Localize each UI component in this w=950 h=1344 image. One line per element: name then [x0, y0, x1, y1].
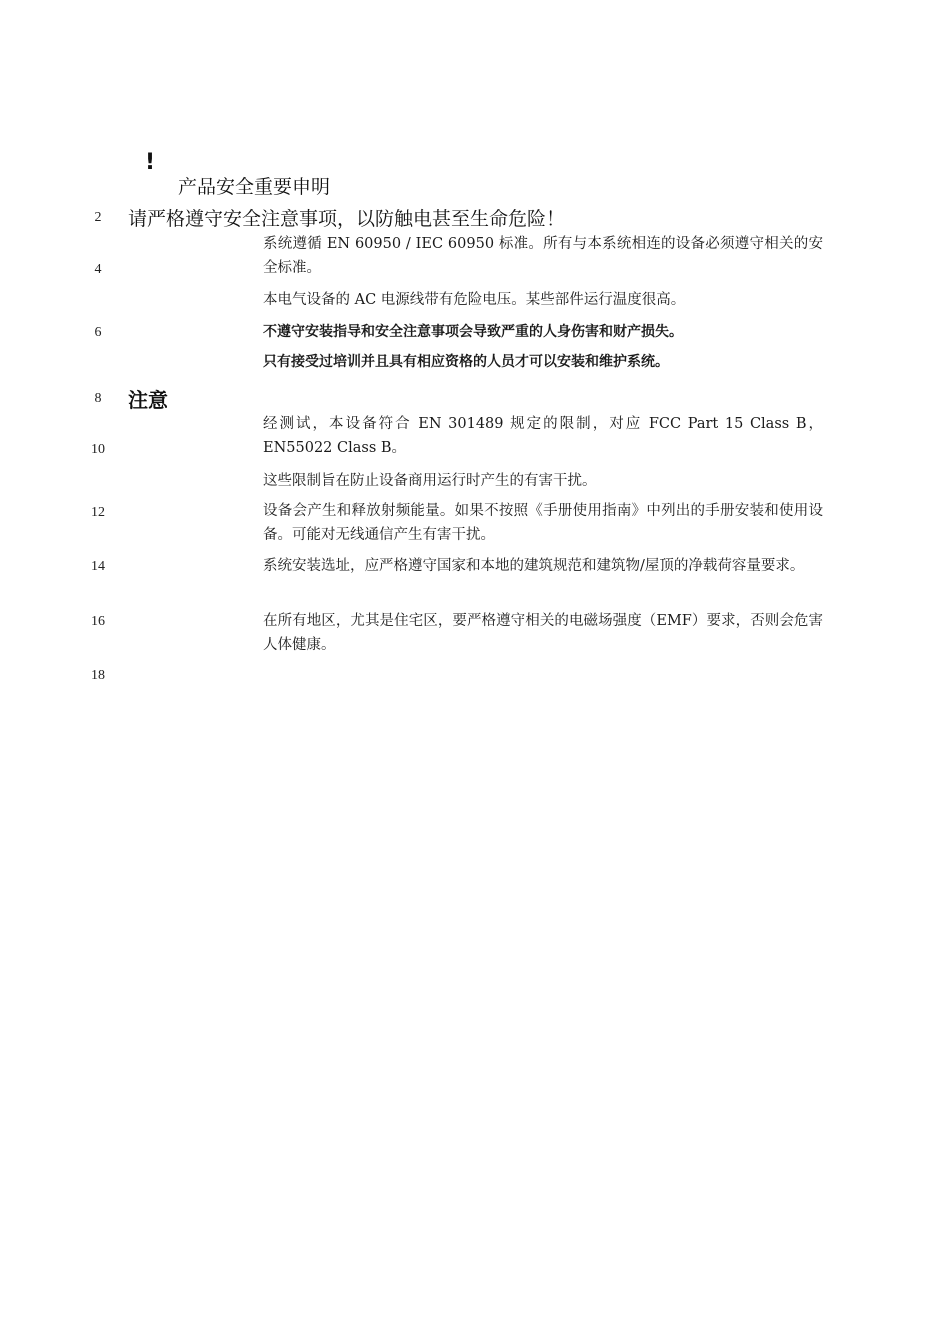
warning-mark: !	[145, 150, 156, 175]
line-number: 16	[91, 614, 105, 629]
notice-paragraph: 系统安装选址，应严格遵守国家和本地的建筑规范和建筑物/屋顶的净载荷容量要求。	[263, 558, 805, 574]
line-number: 6	[94, 325, 102, 340]
safety-warning-paragraph: 不遵守安装指导和安全注意事项会导致严重的人身伤害和财产损失。	[263, 324, 683, 340]
notice-heading: 注意	[128, 388, 168, 412]
document-title: 产品安全重要申明	[178, 176, 331, 198]
safety-warning-paragraph: 只有接受过培训并且具有相应资格的人员才可以安装和维护系统。	[263, 354, 669, 370]
notice-paragraph: 在所有地区，尤其是住宅区，要严格遵守相关的电磁场强度（EMF）要求，否则会危害人体健康。	[263, 613, 823, 653]
line-number: 18	[91, 668, 105, 683]
line-number: 12	[91, 505, 105, 520]
safety-paragraph: 本电气设备的 AC 电源线带有危险电压。某些部件运行温度很高。	[263, 292, 686, 308]
line-number: 4	[94, 262, 102, 277]
line-number: 14	[91, 559, 105, 574]
notice-paragraph: 设备会产生和释放射频能量。如果不按照《手册使用指南》中列出的手册安装和使用设备。可能对无线通信产生有害干扰。	[263, 503, 823, 543]
notice-paragraph: 经测试，本设备符合 EN 301489 规定的限制，对应 FCC Part 15 Class B，EN55022 Class B。	[263, 416, 823, 456]
safety-paragraph: 系统遵循 EN 60950 / IEC 60950 标准。所有与本系统相连的设备必须遵守相关的安全标准。	[263, 236, 823, 276]
safety-heading: 请严格遵守安全注意事项，以防触电甚至生命危险！	[128, 208, 566, 230]
line-number: 8	[94, 391, 102, 406]
line-number: 10	[91, 442, 105, 457]
notice-paragraph: 这些限制旨在防止设备商用运行时产生的有害干扰。	[263, 473, 597, 489]
line-number: 2	[94, 210, 102, 225]
